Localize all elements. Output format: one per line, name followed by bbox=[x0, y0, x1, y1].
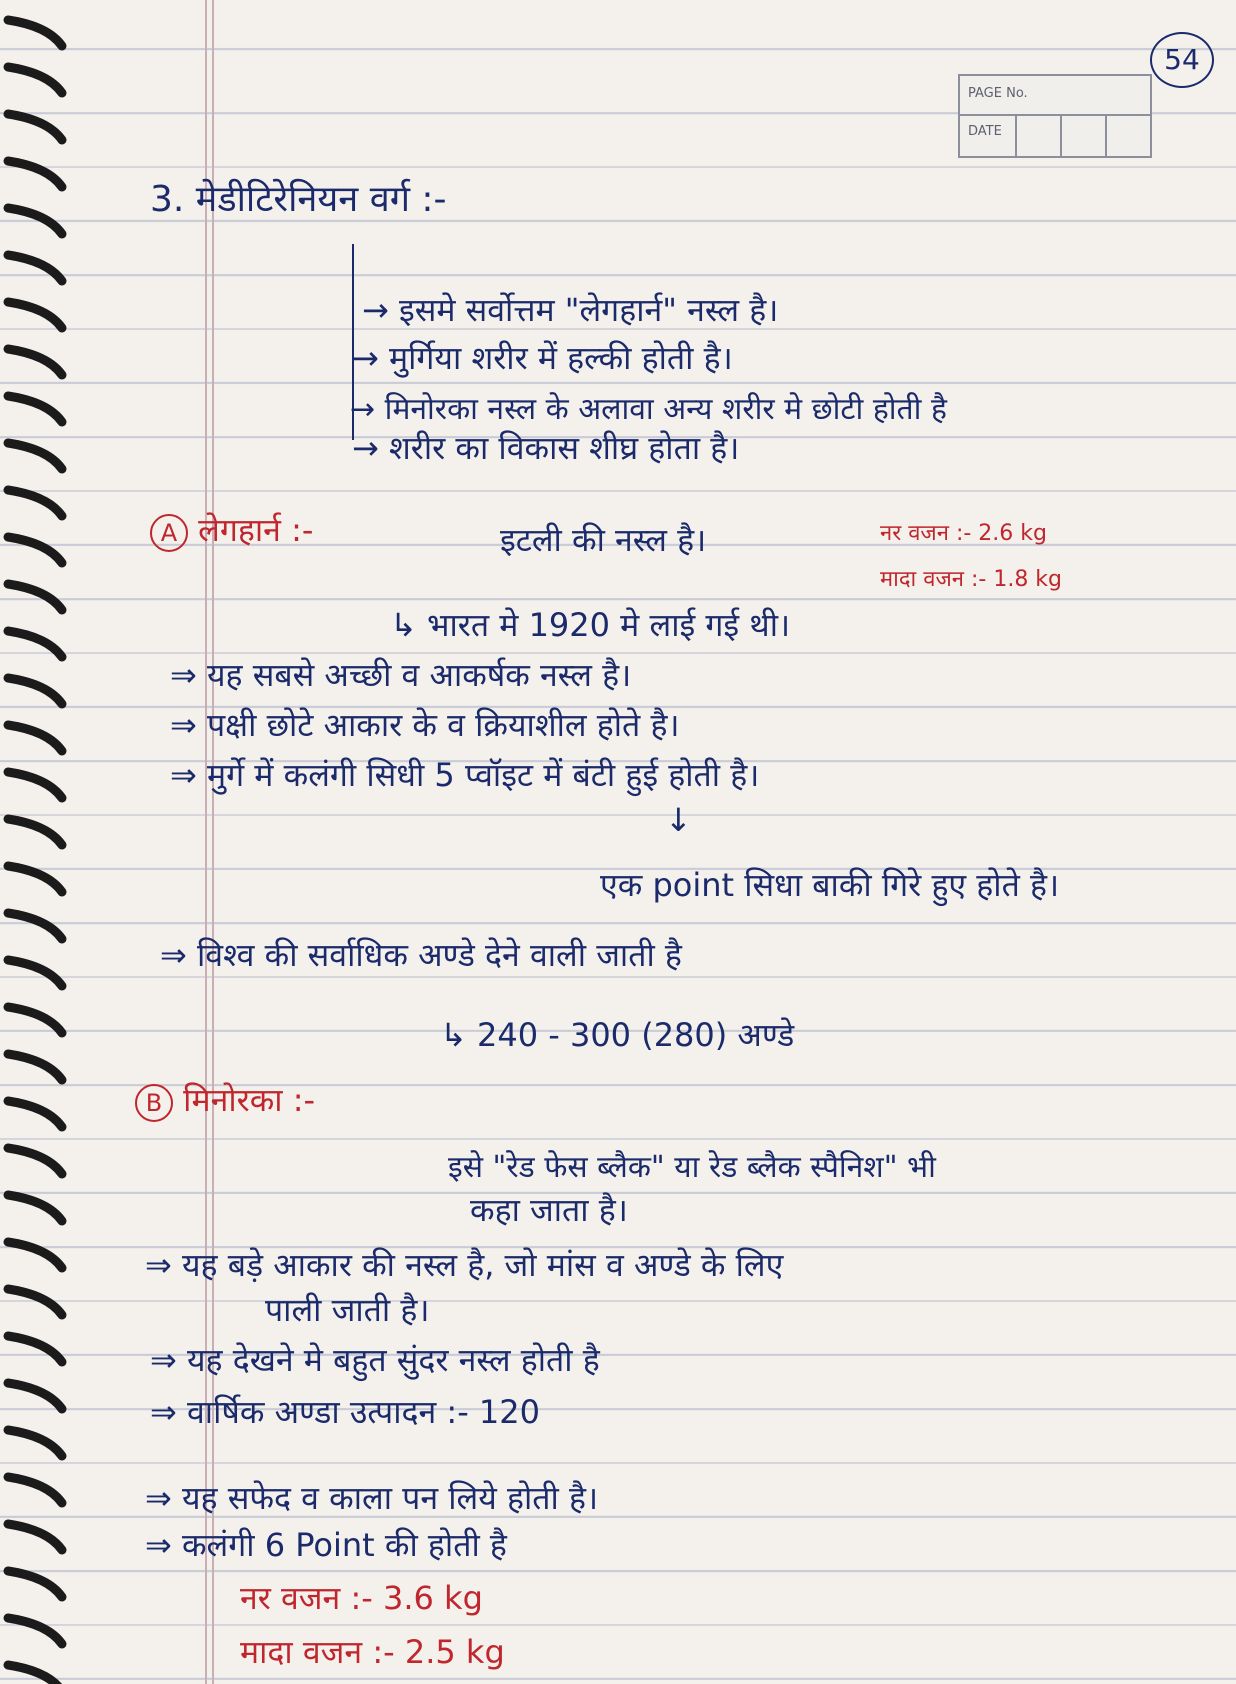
spiral-coil bbox=[8, 67, 62, 93]
spiral-coil bbox=[8, 1383, 62, 1409]
spiral-coil bbox=[8, 1524, 62, 1550]
spiral-coil bbox=[8, 537, 62, 563]
date-label: DATE bbox=[968, 124, 1002, 139]
section-b-aka-2: कहा जाता है। bbox=[470, 1191, 628, 1229]
page-no-label: PAGE No. bbox=[968, 86, 1028, 101]
spiral-coil bbox=[8, 913, 62, 939]
section-a-point-2: ⇒ पक्षी छोटे आकार के व क्रियाशील होते है। bbox=[170, 706, 680, 744]
spiral-coil bbox=[8, 1101, 62, 1127]
spiral-coil bbox=[8, 1430, 62, 1456]
section-a-india: ↳ भारत मे 1920 मे लाई गई थी। bbox=[390, 606, 791, 644]
section-b-title: मिनोरका :- bbox=[183, 1081, 316, 1119]
spiral-coil bbox=[8, 866, 62, 892]
spiral-coil bbox=[8, 772, 62, 798]
section-3-title: 3. मेडीटिरेनियन वर्ग :- bbox=[150, 179, 447, 220]
section-a-female-weight: मादा वजन :- 1.8 kg bbox=[880, 567, 1063, 592]
spiral-coil bbox=[8, 1571, 62, 1597]
section-a-point-3: ⇒ मुर्गे में कलंगी सिधी 5 प्वॉइट में बंटी हुई होती है। bbox=[170, 756, 760, 794]
section-b-aka-1: इसे "रेड फेस ब्लैक" या रेड ब्लैक स्पैनिश" भी bbox=[448, 1150, 936, 1185]
spiral-coil bbox=[8, 1195, 62, 1221]
page-date-box bbox=[958, 74, 1152, 158]
spiral-coil bbox=[8, 161, 62, 187]
spiral-coil bbox=[8, 1054, 62, 1080]
spiral-coil bbox=[8, 678, 62, 704]
spiral-coil bbox=[8, 960, 62, 986]
spiral-coil bbox=[8, 584, 62, 610]
spiral-coil bbox=[8, 208, 62, 234]
section-b-header bbox=[135, 1080, 315, 1122]
spiral-coil bbox=[8, 1289, 62, 1315]
spiral-coil bbox=[8, 1148, 62, 1174]
page-number: 54 bbox=[1150, 32, 1214, 88]
section-a-desc: इटली की नस्ल है। bbox=[500, 521, 707, 559]
section-3-point-1: → इसमे सर्वोत्तम "लेगहार्न" नस्ल है। bbox=[362, 291, 779, 329]
spiral-coil bbox=[8, 1477, 62, 1503]
section-a-sub-note: एक point सिधा बाकी गिरे हुए होते है। bbox=[600, 866, 1060, 904]
section-3-point-2: → मुर्गिया शरीर में हल्की होती है। bbox=[352, 339, 733, 377]
section-a-marker: A bbox=[150, 514, 188, 552]
section-b-point-4: ⇒ यह सफेद व काला पन लिये होती है। bbox=[145, 1479, 599, 1517]
section-b-female-weight: मादा वजन :- 2.5 kg bbox=[240, 1633, 505, 1671]
spiral-coil bbox=[8, 396, 62, 422]
section-a-point-1: ⇒ यह सबसे अच्छी व आकर्षक नस्ल है। bbox=[170, 656, 632, 694]
spiral-coil bbox=[8, 1618, 62, 1644]
section-b-male-weight: नर वजन :- 3.6 kg bbox=[240, 1579, 483, 1617]
section-b-point-1b: पाली जाती है। bbox=[265, 1291, 430, 1329]
spiral-binding bbox=[0, 0, 90, 1684]
spiral-coil bbox=[8, 1336, 62, 1362]
section-3-point-3: → मिनोरका नस्ल के अलावा अन्य शरीर मे छोटी होती है bbox=[350, 392, 947, 427]
section-a-sub-arrow: ↓ bbox=[665, 801, 692, 839]
section-b-point-1a: ⇒ यह बड़े आकार की नस्ल है, जो मांस व अण्डे के लिए bbox=[145, 1246, 784, 1284]
section-a-egg-line: ⇒ विश्व की सर्वाधिक अण्डे देने वाली जाती है bbox=[160, 936, 682, 974]
section-a-title: लेगहार्न :- bbox=[198, 511, 314, 549]
spiral-coil bbox=[8, 443, 62, 469]
section-a-header bbox=[150, 510, 313, 552]
section-b-point-3: ⇒ वार्षिक अण्डा उत्पादन :- 120 bbox=[150, 1393, 541, 1431]
spiral-coil bbox=[8, 1665, 62, 1684]
spiral-coil bbox=[8, 490, 62, 516]
spiral-coil bbox=[8, 631, 62, 657]
section-b-point-2: ⇒ यह देखने मे बहुत सुंदर नस्ल होती है bbox=[150, 1341, 600, 1379]
spiral-coil bbox=[8, 349, 62, 375]
spiral-coil bbox=[8, 725, 62, 751]
spiral-coil bbox=[8, 302, 62, 328]
spiral-coil bbox=[8, 114, 62, 140]
spiral-coil bbox=[8, 1242, 62, 1268]
section-a-male-weight: नर वजन :- 2.6 kg bbox=[880, 521, 1047, 546]
spiral-coil bbox=[8, 819, 62, 845]
section-a-egg-count: ↳ 240 - 300 (280) अण्डे bbox=[440, 1016, 795, 1054]
spiral-coil bbox=[8, 1007, 62, 1033]
section-b-marker: B bbox=[135, 1084, 173, 1122]
spiral-coil bbox=[8, 255, 62, 281]
section-3-point-4: → शरीर का विकास शीघ्र होता है। bbox=[352, 429, 740, 467]
section-b-point-5: ⇒ कलंगी 6 Point की होती है bbox=[145, 1526, 507, 1564]
spiral-coil bbox=[8, 20, 62, 46]
